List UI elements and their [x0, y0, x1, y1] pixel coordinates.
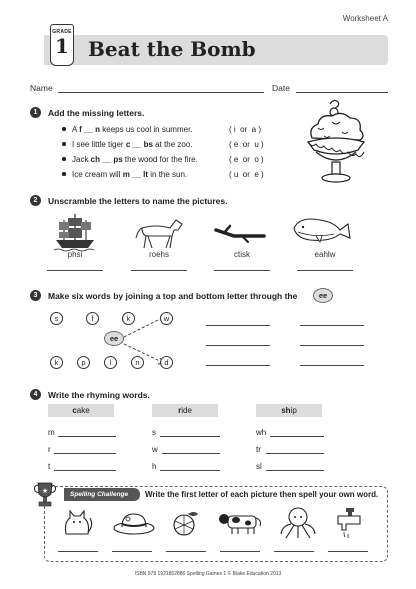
rhyme-ending: ake — [76, 406, 90, 415]
sentence-text: A — [72, 125, 80, 134]
rhyme-answer-line[interactable] — [54, 453, 116, 454]
sentence-text: Jack — [72, 155, 91, 164]
challenge-answer-line[interactable] — [328, 551, 368, 552]
section-heading: Make six words by joining a top and bottom letter through the — [48, 291, 298, 301]
rhyme-header — [152, 404, 218, 417]
date-label: Date — [272, 83, 290, 93]
tap-icon — [334, 506, 366, 540]
grade-number: 1 — [55, 34, 69, 58]
word-gap: ch __ ps — [90, 155, 123, 164]
rhyme-header — [256, 404, 322, 417]
rhyme-onset: r — [178, 406, 182, 415]
bullet — [62, 142, 66, 146]
answer-line[interactable] — [206, 345, 270, 346]
letter-circle: f — [86, 312, 99, 325]
ship-icon — [52, 212, 98, 252]
rhyme-onset: sh — [281, 406, 291, 415]
sentence — [62, 155, 198, 164]
answer-line[interactable] — [214, 270, 270, 271]
sentence-text: keeps us cool in summer. — [100, 125, 193, 134]
rhyme-answer-line[interactable] — [160, 470, 220, 471]
rhyme-start-letter: s — [152, 428, 156, 437]
date-field[interactable] — [296, 92, 388, 93]
page-title: Beat the Bomb — [88, 37, 256, 61]
answer-line[interactable] — [300, 365, 364, 366]
name-label: Name — [30, 83, 53, 93]
rhyme-start-letter: w — [152, 445, 158, 454]
section-heading: Write the rhyming words. — [48, 390, 150, 400]
challenge-instruction: Write the first letter of each picture then spell your own word. — [145, 490, 379, 499]
ee-badge: ee — [313, 288, 333, 303]
sentence — [62, 170, 187, 179]
word-gap: m __ lt — [122, 170, 149, 179]
letter-choices: ( e or o ) — [229, 155, 264, 164]
word-gap: c __ bs — [125, 140, 153, 149]
section-number: 2 — [30, 195, 41, 206]
scrambled-word: eahlw — [314, 250, 336, 259]
trophy-icon — [32, 480, 58, 510]
sentence — [62, 125, 193, 134]
cow-icon — [216, 510, 266, 536]
bullet — [62, 127, 66, 131]
sentence-text: I see little tiger — [72, 140, 126, 149]
whale-icon — [290, 214, 354, 244]
letter-circle: d — [160, 356, 173, 369]
letter-choices: ( e or u ) — [229, 140, 264, 149]
challenge-answer-line[interactable] — [58, 551, 98, 552]
sentence-text: the wood for the fire. — [122, 155, 198, 164]
hat-icon — [112, 510, 156, 536]
letter-choices: ( i or a ) — [229, 125, 262, 134]
ee-center: ee — [104, 331, 124, 346]
rhyme-answer-line[interactable] — [270, 436, 324, 437]
letter-circle: n — [131, 356, 144, 369]
cat-icon — [60, 508, 96, 538]
rhyme-answer-line[interactable] — [266, 470, 324, 471]
ice-cream-sundae-icon — [300, 98, 372, 186]
letter-circle: k — [122, 312, 135, 325]
rhyme-start-letter: t — [48, 462, 51, 471]
section-number: 4 — [30, 389, 41, 400]
challenge-answer-line[interactable] — [166, 551, 206, 552]
answer-line[interactable] — [131, 270, 187, 271]
grade-badge — [50, 24, 74, 66]
challenge-answer-line[interactable] — [220, 551, 260, 552]
name-field[interactable] — [58, 92, 264, 93]
orange-icon — [172, 508, 202, 538]
letter-choices: ( u or e ) — [229, 170, 264, 179]
rhyme-start-letter: wh — [256, 428, 267, 437]
rhyme-start-letter: sl — [256, 462, 262, 471]
section-heading: Add the missing letters. — [48, 108, 145, 118]
spelling-challenge-banner: Spelling Challenge — [64, 488, 140, 501]
letter-circle: k — [50, 356, 63, 369]
rhyme-ending: ide — [181, 406, 192, 415]
section-number: 1 — [30, 107, 41, 118]
section-heading: Unscramble the letters to name the pictures. — [48, 196, 228, 206]
bullet — [62, 157, 66, 161]
octopus-icon — [278, 506, 318, 540]
answer-line[interactable] — [206, 325, 270, 326]
letter-circle: s — [50, 312, 63, 325]
section-number: 3 — [30, 290, 41, 301]
rhyme-start-letter: tr — [256, 445, 261, 454]
answer-line[interactable] — [300, 325, 364, 326]
answer-line[interactable] — [300, 345, 364, 346]
sentence — [62, 140, 193, 149]
grade-word: GRADE — [52, 29, 72, 35]
bullet — [62, 172, 66, 176]
rhyme-ending: ip — [290, 406, 297, 415]
letter-circle: w — [160, 312, 173, 325]
letter-circle: p — [77, 356, 90, 369]
scrambled-word: phsi — [67, 250, 83, 259]
stick-icon — [212, 222, 268, 246]
worksheet-label: Worksheet A — [342, 14, 388, 23]
svg-text:★: ★ — [41, 487, 49, 495]
rhyme-onset: c — [72, 406, 77, 415]
answer-line[interactable] — [206, 365, 270, 366]
scrambled-word: roehs — [148, 250, 169, 259]
horse-icon — [132, 216, 186, 250]
sentence-text: in the sun. — [148, 170, 188, 179]
answer-line[interactable] — [297, 270, 353, 271]
sentence-text: Ice cream will — [72, 170, 123, 179]
footer-text: ISBN 978 1921852886 Spelling Games 1 © Blake Education 2013 — [134, 571, 282, 577]
word-gap: f __ n — [79, 125, 101, 134]
sentence-text: at the zoo. — [152, 140, 193, 149]
rhyme-start-letter: m — [48, 428, 55, 437]
scrambled-word: ctisk — [234, 250, 250, 259]
letter-circle: l — [104, 356, 117, 369]
rhyme-answer-line[interactable] — [162, 453, 220, 454]
challenge-answer-line[interactable] — [112, 551, 152, 552]
rhyme-start-letter: r — [48, 445, 51, 454]
answer-line[interactable] — [47, 270, 103, 271]
challenge-answer-line[interactable] — [274, 551, 314, 552]
rhyme-answer-line[interactable] — [160, 436, 220, 437]
rhyme-answer-line[interactable] — [58, 436, 116, 437]
rhyme-header — [48, 404, 114, 417]
rhyme-answer-line[interactable] — [54, 470, 116, 471]
rhyme-answer-line[interactable] — [266, 453, 324, 454]
rhyme-start-letter: h — [152, 462, 157, 471]
